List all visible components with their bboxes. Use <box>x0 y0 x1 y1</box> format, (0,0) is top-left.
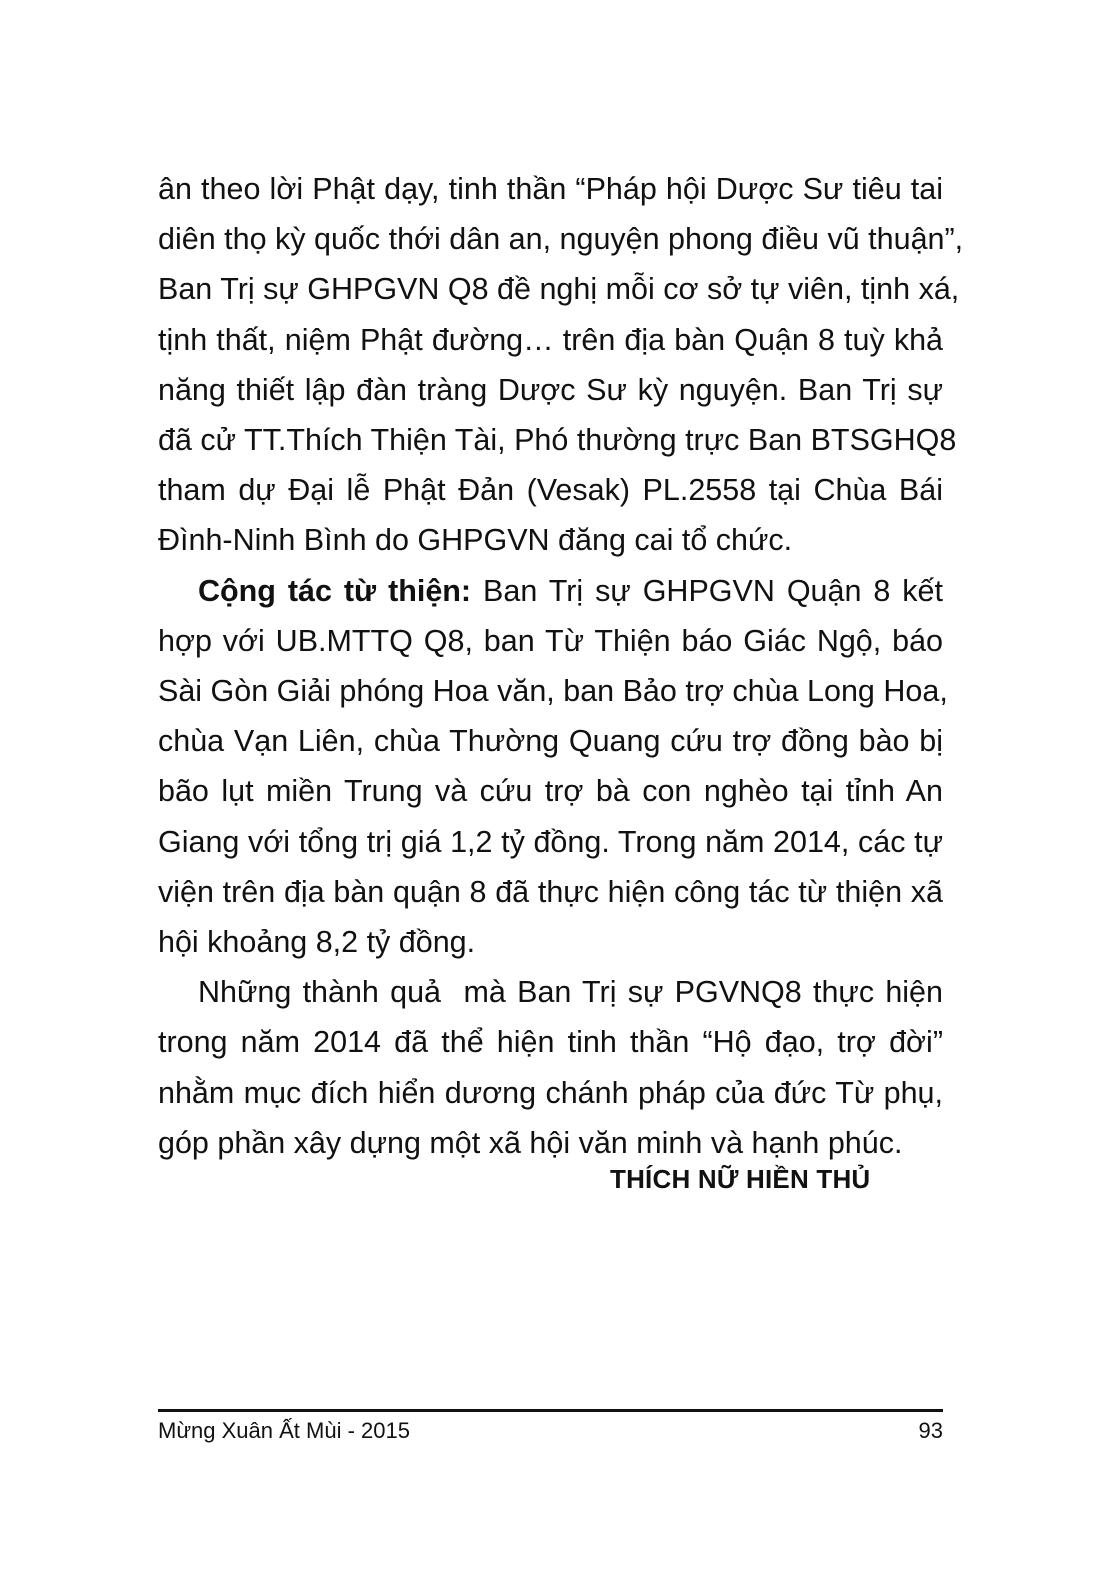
text-line: Sài Gòn Giải phóng Hoa văn, ban Bảo trợ chùa Long Hoa, <box>158 674 948 709</box>
text-line: đã cử TT.Thích Thiện Tài, Phó thường trực Ban BTSGHQ8 <box>158 423 957 458</box>
text-line: ân theo lời Phật dạy, tinh thần “Pháp hội Dược Sư tiêu tai <box>158 172 943 206</box>
text-line: góp phần xây dựng một xã hội văn minh và hạnh phúc. <box>158 1125 903 1160</box>
footer-publication-title: Mừng Xuân Ất Mùi - 2015 <box>158 1418 410 1443</box>
text-line: nhằm mục đích hiển dương chánh pháp của đức Từ phụ, <box>158 1075 943 1110</box>
text-line: hội khoảng 8,2 tỷ đồng. <box>158 925 476 960</box>
author-signature: THÍCH NỮ HIỀN THỦ <box>610 1164 871 1194</box>
text-line: hợp với UB.MTTQ Q8, ban Từ Thiện báo Giác Ngộ, báo <box>158 623 943 658</box>
paragraph-3 <box>158 967 943 1168</box>
paragraph-2 <box>158 566 948 968</box>
text-line: Những thành quả mà Ban Trị sự PGVNQ8 thực hiện <box>198 975 943 1010</box>
text-line: Đình-Ninh Bình do GHPGVN đăng cai tổ chức. <box>158 523 793 558</box>
text-line: Ban Trị sự GHPGVN Q8 đề nghị mỗi cơ sở tự viên, tịnh xá, <box>158 272 960 307</box>
text-line: tịnh thất, niệm Phật đường… trên địa bàn Quận 8 tuỳ khả <box>158 322 943 357</box>
footer-divider <box>158 1409 943 1412</box>
text-fragment: Ban Trị sự GHPGVN Quận 8 kết <box>471 573 943 608</box>
article-body <box>158 164 964 1168</box>
section-heading: Cộng tác từ thiện: <box>198 573 472 608</box>
paragraph-1 <box>158 164 964 566</box>
text-line: diên thọ kỳ quốc thới dân an, nguyện phong điều vũ thuận”, <box>158 222 964 257</box>
text-line: chùa Vạn Liên, chùa Thường Quang cứu trợ đồng bào bị <box>158 724 943 759</box>
text-line: Giang với tổng trị giá 1,2 tỷ đồng. Trong năm 2014, các tự <box>158 824 943 859</box>
text-line: viện trên địa bàn quận 8 đã thực hiện công tác từ thiện xã <box>158 874 943 909</box>
text-line: năng thiết lập đàn tràng Dược Sư kỳ nguyện. Ban Trị sự <box>158 372 943 407</box>
text-line: trong năm 2014 đã thể hiện tinh thần “Hộ đạo, trợ đời” <box>158 1025 943 1060</box>
text-line: tham dự Đại lễ Phật Đản (Vesak) PL.2558 tại Chùa Bái <box>158 473 943 508</box>
text-line <box>158 566 943 616</box>
page-number: 93 <box>918 1418 943 1443</box>
text-line: bão lụt miền Trung và cứu trợ bà con nghèo tại tỉnh An <box>158 774 943 809</box>
